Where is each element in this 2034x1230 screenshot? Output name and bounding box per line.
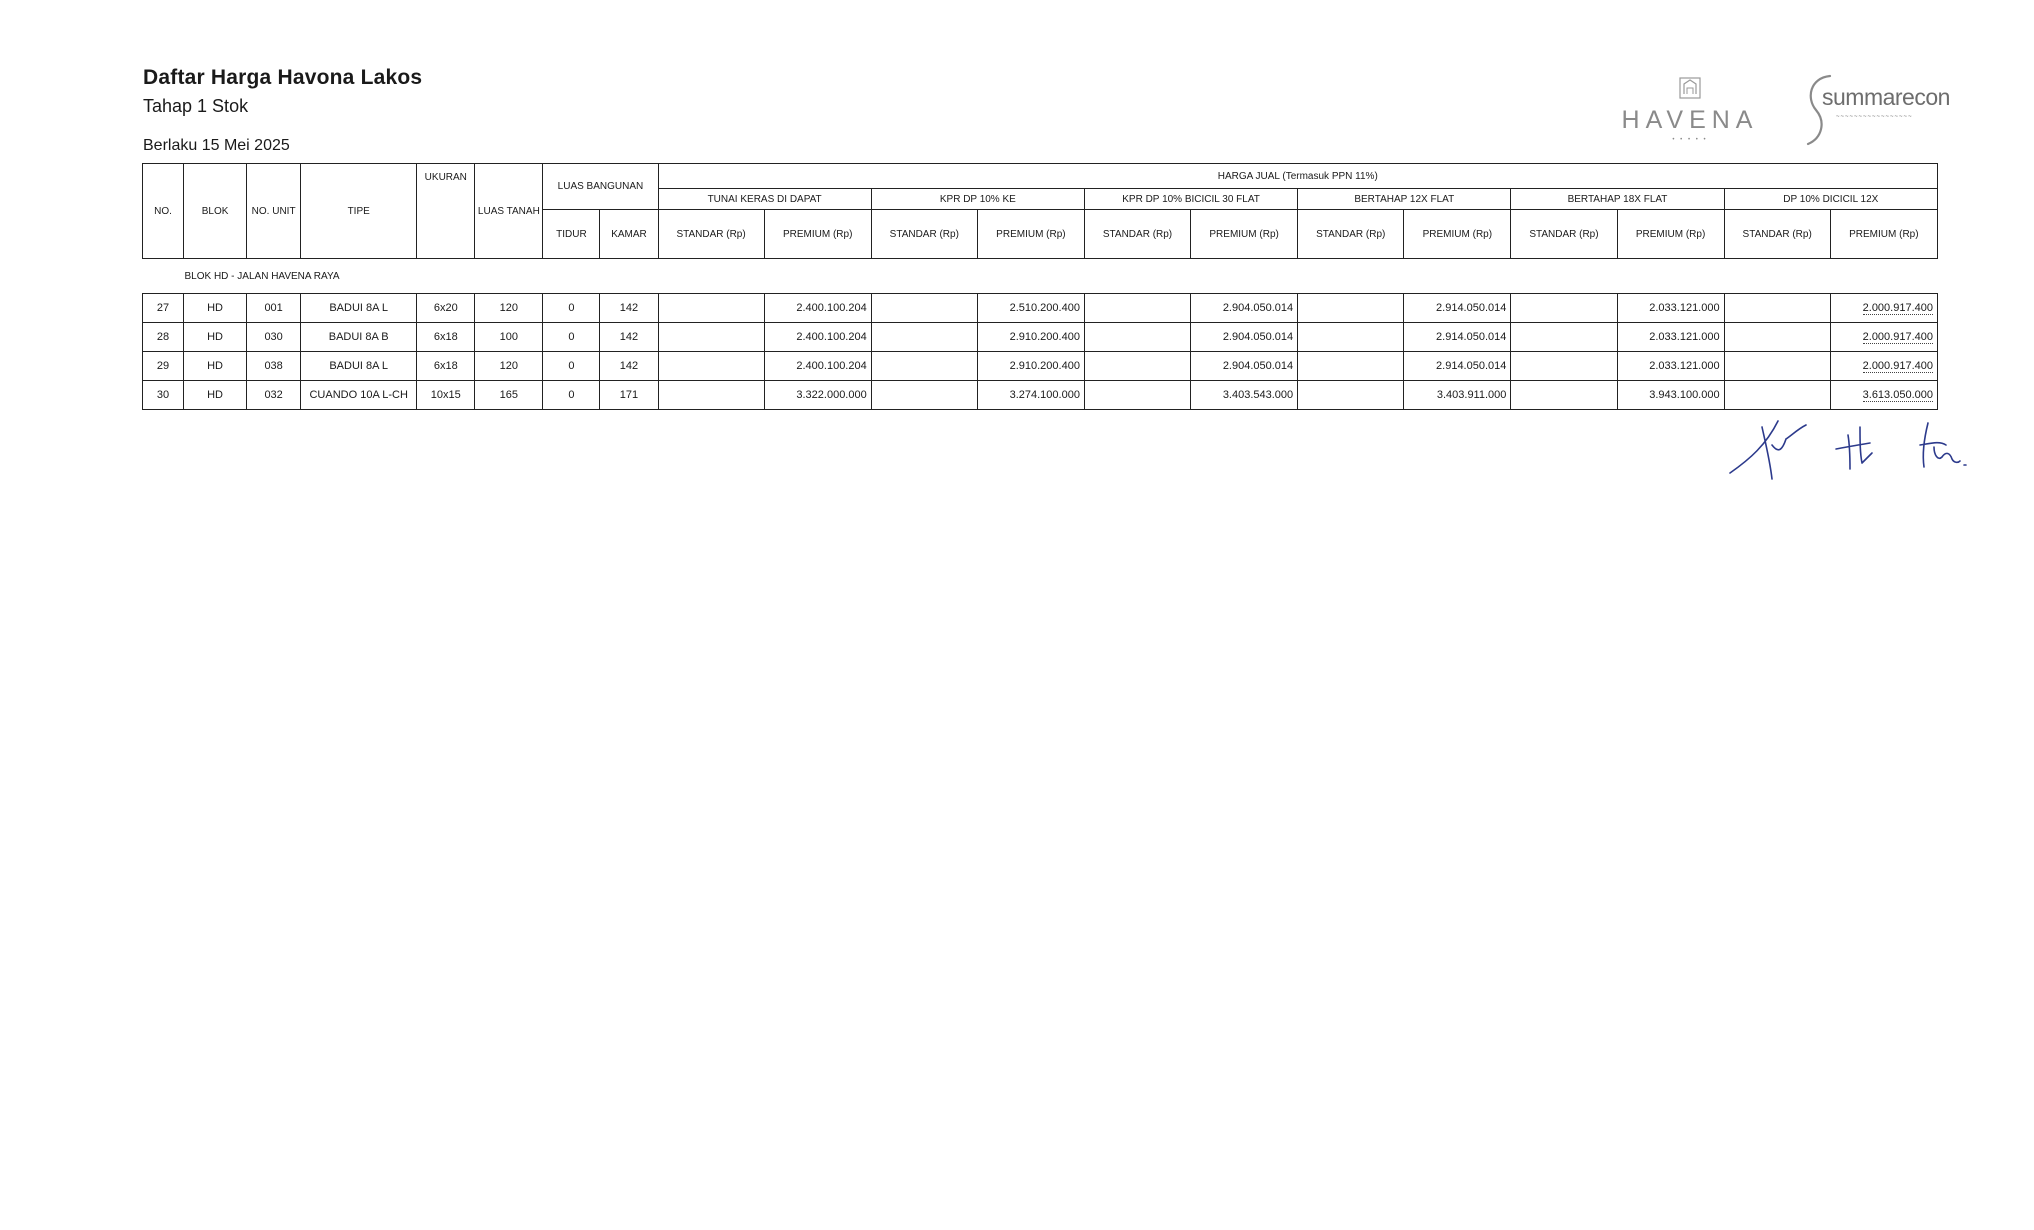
cell-no: 27 [143, 294, 184, 323]
price-sub-header: PREMIUM (Rp) [1830, 210, 1937, 259]
cell-price: 2.914.050.014 [1404, 323, 1511, 352]
table-row [143, 323, 1938, 352]
cell-tipe: BADUI 8A L [301, 294, 417, 323]
col-lb-sub: KAMAR [600, 210, 658, 259]
cell-price: 2.400.100.204 [764, 294, 871, 323]
price-table-body [143, 259, 1938, 410]
col-harga-jual: HARGA JUAL (Termasuk PPN 11%) [658, 164, 1937, 189]
cell-price [1298, 381, 1404, 410]
col-blok: BLOK [184, 164, 247, 259]
havena-wordmark: HAVENA [1621, 106, 1759, 134]
cell-price: 2.033.121.000 [1617, 323, 1724, 352]
cell-ukuran: 6x18 [417, 323, 475, 352]
col-luas-tanah: LUAS TANAH [475, 164, 543, 259]
cell-lb2: 171 [600, 381, 658, 410]
price-sub-header: STANDAR (Rp) [658, 210, 764, 259]
cell-price [1511, 294, 1617, 323]
cell-lt: 165 [475, 381, 543, 410]
cell-lb2: 142 [600, 323, 658, 352]
cell-price-value: 2.000.917.400 [1862, 331, 1933, 343]
document-title: Daftar Harga Havona Lakos [143, 66, 423, 89]
cell-price [1830, 352, 1937, 381]
col-no-unit: NO. UNIT [247, 164, 301, 259]
price-sub-header: PREMIUM (Rp) [764, 210, 871, 259]
cell-price [658, 352, 764, 381]
cell-price: 2.400.100.204 [764, 352, 871, 381]
section-label: BLOK HD - JALAN HAVENA RAYA [184, 270, 340, 282]
cell-price [871, 352, 977, 381]
signature-3 [1920, 423, 1966, 467]
cell-blok: HD [184, 352, 247, 381]
cell-lt: 100 [475, 323, 543, 352]
cell-price: 3.403.543.000 [1191, 381, 1298, 410]
payment-group: BERTAHAP 18X FLAT [1511, 189, 1724, 210]
cell-tipe: BADUI 8A B [301, 323, 417, 352]
cell-price: 2.910.200.400 [977, 352, 1084, 381]
price-sub-header: PREMIUM (Rp) [1617, 210, 1724, 259]
payment-group: KPR DP 10% BICICIL 30 FLAT [1084, 189, 1297, 210]
signatures [1720, 405, 1980, 485]
document-header [143, 66, 422, 117]
cell-price [1298, 352, 1404, 381]
summarecon-wordmark: summarecon [1822, 84, 1950, 110]
cell-price [871, 381, 977, 410]
signature-2 [1836, 427, 1872, 469]
cell-price: 2.914.050.014 [1404, 294, 1511, 323]
cell-price: 2.910.200.400 [977, 323, 1084, 352]
cell-price [1830, 294, 1937, 323]
havena-tagline: • • • • • [1672, 137, 1708, 143]
signature-1 [1730, 421, 1806, 479]
col-lb-sub: TIDUR [543, 210, 600, 259]
cell-price-value: 2.000.917.400 [1862, 302, 1933, 314]
cell-no: 30 [143, 381, 184, 410]
price-sub-header: PREMIUM (Rp) [1191, 210, 1298, 259]
cell-lb1: 0 [543, 294, 600, 323]
cell-no-unit: 032 [247, 381, 301, 410]
payment-group: TUNAI KERAS DI DAPAT [658, 189, 871, 210]
cell-lb1: 0 [543, 323, 600, 352]
payment-group: DP 10% DICICIL 12X [1724, 189, 1937, 210]
cell-ukuran: 6x18 [417, 352, 475, 381]
cell-price: 2.033.121.000 [1617, 352, 1724, 381]
cell-lb2: 142 [600, 294, 658, 323]
havena-logo [1615, 76, 1765, 143]
cell-blok: HD [184, 294, 247, 323]
cell-price [1298, 323, 1404, 352]
effective-date: Berlaku 15 Mei 2025 [143, 137, 290, 154]
cell-price [1298, 294, 1404, 323]
cell-price: 2.904.050.014 [1191, 294, 1298, 323]
summarecon-tagline: ~~~~~~~~~~~~~~~~~ [1836, 114, 1913, 120]
cell-price [1084, 323, 1190, 352]
cell-price: 2.904.050.014 [1191, 352, 1298, 381]
price-table-header [143, 164, 1938, 259]
cell-price: 2.904.050.014 [1191, 323, 1298, 352]
payment-group: BERTAHAP 12X FLAT [1298, 189, 1511, 210]
cell-price: 3.403.911.000 [1404, 381, 1511, 410]
cell-price: 2.033.121.000 [1617, 294, 1724, 323]
cell-lb2: 142 [600, 352, 658, 381]
cell-price: 2.510.200.400 [977, 294, 1084, 323]
price-sub-header: STANDAR (Rp) [1724, 210, 1830, 259]
cell-price [658, 381, 764, 410]
cell-price [1084, 381, 1190, 410]
cell-lt: 120 [475, 294, 543, 323]
cell-no: 29 [143, 352, 184, 381]
cell-ukuran: 10x15 [417, 381, 475, 410]
price-sub-header: STANDAR (Rp) [871, 210, 977, 259]
cell-price [1830, 323, 1937, 352]
cell-lt: 120 [475, 352, 543, 381]
cell-price [1511, 381, 1617, 410]
table-row [143, 294, 1938, 323]
cell-price [1511, 323, 1617, 352]
cell-price: 3.943.100.000 [1617, 381, 1724, 410]
document-subtitle: Tahap 1 Stok [143, 96, 249, 116]
cell-no-unit: 030 [247, 323, 301, 352]
cell-price [1084, 352, 1190, 381]
cell-ukuran: 6x20 [417, 294, 475, 323]
cell-lb1: 0 [543, 352, 600, 381]
cell-blok: HD [184, 323, 247, 352]
cell-no-unit: 038 [247, 352, 301, 381]
cell-price [658, 294, 764, 323]
cell-price [1724, 352, 1830, 381]
price-sub-header: STANDAR (Rp) [1084, 210, 1190, 259]
table-row [143, 381, 1938, 410]
price-sub-header: STANDAR (Rp) [1298, 210, 1404, 259]
cell-price [871, 294, 977, 323]
cell-price: 3.274.100.000 [977, 381, 1084, 410]
cell-price [1724, 323, 1830, 352]
cell-lb1: 0 [543, 381, 600, 410]
cell-no: 28 [143, 323, 184, 352]
cell-price [658, 323, 764, 352]
cell-tipe: CUANDO 10A L-CH [301, 381, 417, 410]
cell-price [1511, 352, 1617, 381]
price-sub-header: STANDAR (Rp) [1511, 210, 1617, 259]
price-table [142, 163, 1938, 410]
cell-blok: HD [184, 381, 247, 410]
cell-no-unit: 001 [247, 294, 301, 323]
cell-price: 3.322.000.000 [764, 381, 871, 410]
payment-group: KPR DP 10% KE [871, 189, 1084, 210]
cell-price [1724, 294, 1830, 323]
table-row [143, 352, 1938, 381]
havena-emblem-icon [1678, 76, 1702, 100]
cell-price [1084, 294, 1190, 323]
cell-price-value: 2.000.917.400 [1862, 360, 1933, 372]
cell-tipe: BADUI 8A L [301, 352, 417, 381]
price-sub-header: PREMIUM (Rp) [1404, 210, 1511, 259]
col-luas-bangunan: LUAS BANGUNAN [543, 164, 658, 210]
cell-price: 2.400.100.204 [764, 323, 871, 352]
cell-price [871, 323, 977, 352]
cell-price-value: 3.613.050.000 [1862, 389, 1933, 401]
col-tipe: TIPE [301, 164, 417, 259]
price-sub-header: PREMIUM (Rp) [977, 210, 1084, 259]
col-no: NO. [143, 164, 184, 259]
cell-price: 2.914.050.014 [1404, 352, 1511, 381]
col-ukuran: UKURAN [417, 164, 475, 259]
